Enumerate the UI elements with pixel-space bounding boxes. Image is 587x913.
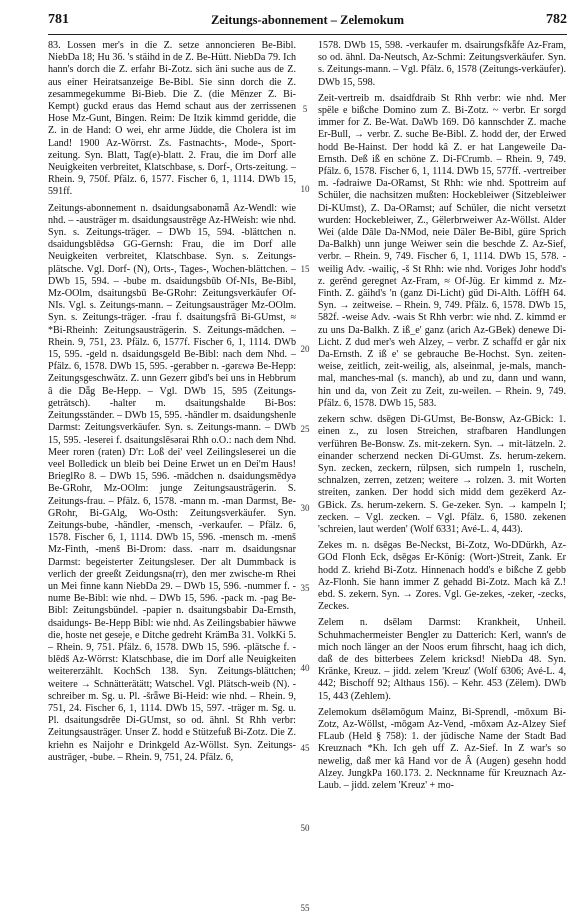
entry-paragraph: 83. Lossen mer's in die Z. setze annoncieren Be-Bibl. NiebDa 18; Hu 36. 's stäihd in de Z. Be-Hütt. NiebDa 79. Ich hann's dorch die Z. erfahr Bi-Zotz. sich äni suche aus de Z. aus einer Heiratsanzeige Be-Bibl. Sie sinn dorch die Z. zesammegekumme Bi-Bieb. Die Z. (die Mënzer Z. Bi-Kempt) guckd eraus das Hemd schaut aus der zerrissenen Hose Mz-Gunt, Bingen. Reim: De Itzik kimmd geridde, die Z. in de Hand: O wei, ehr arme Jüdde, die Cholera ist im Land! 1900 Az-Wörrst. Zs. Fastnachts-, Mode-, Sport-zeitung. Syn. Blatt, Tag(e)-blatt. 2. Frau, die im Dorf alle Neuigkeiten verbreitet, Klatschbase, s. Dorf-, Orts-zeitung. – Rhein. 9, 750f. Pfälz. 6, 1577. Fischer 6, 1, 1114. DWb 15, 591ff. [48, 40, 296, 198]
entry-paragraph: Zekes m. n. dsēgəs Be-Neckst, Bi-Zotz, Wo-DDürkh, Az-GOd Flonh Eck, dsēgəs Er-König: (Wort-)Streit, Zank. Er hodd Z. kriehd Bi-Zotz. Hinnenach hodd's e bißche Z gebb Az-Flonh. Sie hann immer Z gehadd Bi-Zotz. Mach kâ Z.! ebd. S. zekern. Syn. → Zores. Vgl. Ge-zekes, -zeker, -zecks, Zeckes. [318, 540, 566, 613]
line-number: 25 [300, 423, 310, 434]
entry-paragraph: Zeit-vertreib m. dsaidfdraib St Rhh verbr: wie nhd. Mer spële e bißche Domino zum Z. Bi-Zotz. ~ verbr. Er sorgd immer for Z. Be-Wat. DaWb 169. Dô kannschder Z. mache Er-Bull, → verbr. Z. suche Be-Bibl. Z. hodd der, der Erwed hodd Be-Hainst. Der hodd kâ Z. er hat Langeweile Da-Ernsth. Deß iß en schöne Z. Di-FCrumb. – Rhein. 9, 749. Pfälz. 6, 1578. Fischer 6, 1, 1114. DWb 15, 577ff. -vertreiber m. -fədraiwɐ Da-ORamst, St Rhh: wie nhd. Spottreim auf Schüler, die nachsitzen mußten: Hockebleiwer (Sitzebleiwer Di-KUmst), Z. Da-ORamst; auf Schüler, die nicht versetzt wurden: Hockebleiwer, Z., Gëlerbrweiwer Az-Wöllst. Alder Wei (alde Dâle Da-NMod, neie Däler Be-Bibl, güre Sprich Da-Balkh) unn junge Weiwer sein die beschde Z. Az-Sief, verbr. – Rhein. 9, 749. Fischer 6, 1, 1114. DWb 15, 578. -weilig Adv. -wailiç, -š St Rhh: wie nhd. Voriges Johr hodd's z. gerënd geregnet Az-Fram, ≈ Of-Jüg. Er kimmd z. Mz-Finth. Z. gäihd's 'n (ganz Di-Licht) güd Di-Alth. LöffH 64. Syn. → zeitweise. – Rhein. 9, 749. Pfälz. 6, 1578. DWb 15, 582f. -weise Adv. -wais St Rhh verbr: wie nhd. Z. kimmd er zu uns Da-Balkh. Z iß_e' ganz (arich Az-GBek) denewe Di-Licht. Z dud mer's weh Alzey, – verbr. Z schaffd er går nix Da-Ernsth. Z iß e' se gebrauche Be-Hochst. Syn. zeiten-weise, zeitlich, zeit-weilig, als, alseinmal, je-mals, manch-mal, manches-mal (s. manch), ab und zu, dann und wann, hin und da, von Zeit zu Zeit, zu-weilen. – Rhein. 9, 749. Pfälz. 6, 1578. DWb 15, 583. [318, 92, 566, 409]
right-page-number: 782 [546, 12, 567, 27]
line-number: 30 [300, 503, 310, 514]
line-number: 20 [300, 343, 310, 354]
line-number: 40 [300, 663, 310, 674]
entry-paragraph: Zelemokum dsēləmōgum Mainz, Bi-Sprendl, -mōxum Bi-Zotz, Az-Wöllst, -mōgəm Az-Vend, -mōxəm Az-Alzey Sief FLaub (Held § 758): 1. der jüdische Name der Stadt Bad Kreuznach *Kh. Ich geh uff Z. Az-Sief. In Z war's so newelig, daß mer kâ Hand vor de Â (Augen) gesehn hodd Alzey. JungkPa 160.173. 2. Necknname für Kreuznach Az-Laub. – jidd. zelem 'Kreuz' + mo- [318, 706, 566, 791]
line-number: 55 [300, 903, 310, 913]
header-rule [48, 34, 567, 35]
entry-paragraph: zekern schw. dsēgɐn Di-GUmst, Be-Bonsw, Az-GBick: 1. einen z., zu losen Streichen, strafbaren Handlungen verführen Be-Bonsw. Zs. mit-zekern. Syn. → mit-lätzeln. 2. einander scherzend necken Di-GUmst. Zs. herum-zekern. Syn. zecken, zeckern, rülpsen, sich rumpeln 1, ruscheln, schnalzen, zerren, zetzen; weitere → rolzen. 3. mit Worten streiten, zanken. Der hodd sich midd dem gezëkerd Az-GBick. Zs. herum-zekern. S. Ge-zeker. Syn. → kampeln I; zecken. – Vgl. zecken. – Vgl. Pfälz. 6, 1580. zekenen 'schreien, laut werden' (Wolf 6331; Avé-L. 4, 443). [318, 414, 566, 535]
right-column [318, 40, 566, 870]
line-number: 50 [300, 823, 310, 834]
left-page-number: 781 [48, 12, 69, 27]
running-header [48, 12, 567, 34]
entry-paragraph: Zeitungs-abonnement n. dsaidungsabonəmǟ Az-Wendl: wie nhd. – -austräger m. dsaidungsaustrēgɐ Az-HWeish: wie nhd. Syn. s. Zeitungs-träger. – DWb 15, 594. -blättchen n. dsaidungsblēdsə GG-Gernsh: Frau, die im Dorf alle Neuigkeiten verbreitet, Klatschbase. Syn. s. Zeitungs-plätsche. Vgl. Dorf- (N), Orts-, Tages-, Wochen-blättchen. – DWb 15, 594. – -bube m. dsaidungsbūb Of-NIs, Be-Bibl, Mz-OOlm, dsaitungsbū Be-GRohr: Zeitungsverkäufer Of-NIs. Vgl. s. Zeitungs-mann. – Zeitungsausträger Mz-OOlm. Syn. s. Zeitungs-träger. -frau f. dsaitungsfrā Bi-GUmst, ≈ *Bi-Rheinh: Zeitungsausträgerin. S. Zeitungs-mädchen. – Rhein. 9, 751, 23. Pfälz. 6, 1577f. Fischer 6, 1, 1114. DWb 15, 595. -geld n. dsaidungsgeld Be-Bibl: nach dem Nhd. – Pfälz. 6, 1578. DWb 15, 595. -gerabber n. -gərɛwə Be-Hepp: Zeitungsgeschwätz. Z. unn Gezerr gibd's bei uns in Hebbrum â die Dǟg Be-Hepp. – Vgl. DWb 15, 595 (Zeitungs-geträtsch). -halter m. dsaitungshaldɐ Bi-Bos: Zeitungsständer. – DWb 15, 595. -händler m. dsaidungshenlɐ Darmst: Zeitungsverkäufer. Syn. s. Zeitungs-mann. – DWb 15, 595. -leserei f. dsaitungslēsərai Rhh o.O.: nach dem Nhd. Meer roren (raten) D'r: Loß dei' veel Zeilingsleserei un die veel Bolledick un bleib bei Deine Erwet un en Dei'm Haus! BrieglRo 8. – DWb 15, 596. -mädchen n. dsaidungsmēdyə Be-GRohr, Mz-OOlm: junge Zeitungsausträgerin. S. Zeitungs-frau. – Pfälz. 6, 1578. -mann m. -man Darmst, Be-GRohr, Bi-GAlg, Wo-Osth: Zeitungsverkäufer. Syn. Zeitungs-bube, -händler, -mensch, -verkaufer. – Pfälz. 6, 1578. Fischer 6, 1, 1114. DWb 15, 596. -mensch m. -menš Mz-Finth, -menš Bi-Drom: dass. -narr m. dsaidungsnar Darmst: begeisterter Zeitungsleser. Der alt Dummback is verlich der greeßt Zeidungsna(rr), den mer zwische-m Rhei un Mei finne kann NiebDa 29. – DWb 15, 596. -nummer f. -numɐ Be-Bibl: wie nhd. – DWb 15, 596. -pack m. -pag Be-Bibl: Zeitungsbündel. -papier n. dsaitungsbabir Da-Ernsth, dsaidungs- Be-Hepp Bibl: wie nhd. As Zeilingsbabier häwwe die, hoste net geseje, e Ditche gedreht KrämBa 31. VolkKi 5. – Rhein. 9, 751. Pfälz. 6, 1578. DWb 15, 596. -plätsche f. -blēdš Az-Wörrst: Klatschbase, die im Dorf alle Neuigkeiten weitererzählt. KochSch 138. Syn. Zeitungs-blättchen; weitere → Schnätterätätt; Watschel. Vgl. Plätsch-weib (N). -schreiber m. Sg. u. Pl. -šrǟwɐ Bi-Heid: wie nhd. – Rhein. 9, 751, 24. Fischer 6, 1, 1114. DWb 15, 597. -träger m. Sg. u. Pl. dsaitungsdrēɐ Di-GUmst, so od. ähnl. St Rhh verbr: Zeitungsausträger. Unser Z. hodd e Stützefuß Bi-Zotz. Die Z. kriehn es Naijohr e Drinkgeld Az-Wöllst. Syn. Zeitungs-austräger, -bube. – Rhein. 9, 751, 24. Pfälz. 6, [48, 202, 296, 763]
line-number: 10 [300, 183, 310, 194]
entry-paragraph: Zelem n. dsēləm Darmst: Krankheit, Unheil. Schuhmachermeister Bengler zu Datterich: Kerl, wann's de mich noch länger an der Noos erum fihrscht, haag ich dich, daß de des bitterbees Zelem kricksd! NiebDa 48. Syn. Kränke, Kreuz. – jidd. zelem 'Kreuz' (Wolf 6306; Avé-L. 4, 442; Bischoff 92; Althaus 156). – Kehr. 453 (Zëlem). DWb 15, 443 (Zehlem). [318, 617, 566, 702]
line-number: 5 [302, 103, 308, 114]
line-number: 45 [300, 743, 310, 754]
line-number: 35 [300, 583, 310, 594]
entry-paragraph: 1578. DWb 15, 598. -verkaufer m. dsairungsfkǟfɐ Az-Fram, so od. ähnl. Da-Neutsch, Az-Schmi: Zeitungsverkäufer. Syn. s. Zeitungs-mann. – Vgl. Pfälz. 6, 1578 (Zeitungs-verkäufer). DWb 15, 598. [318, 40, 566, 88]
left-column [48, 40, 296, 870]
line-number: 15 [300, 263, 310, 274]
header-title: Zeitungs-abonnement – Zelemokum [210, 13, 405, 27]
